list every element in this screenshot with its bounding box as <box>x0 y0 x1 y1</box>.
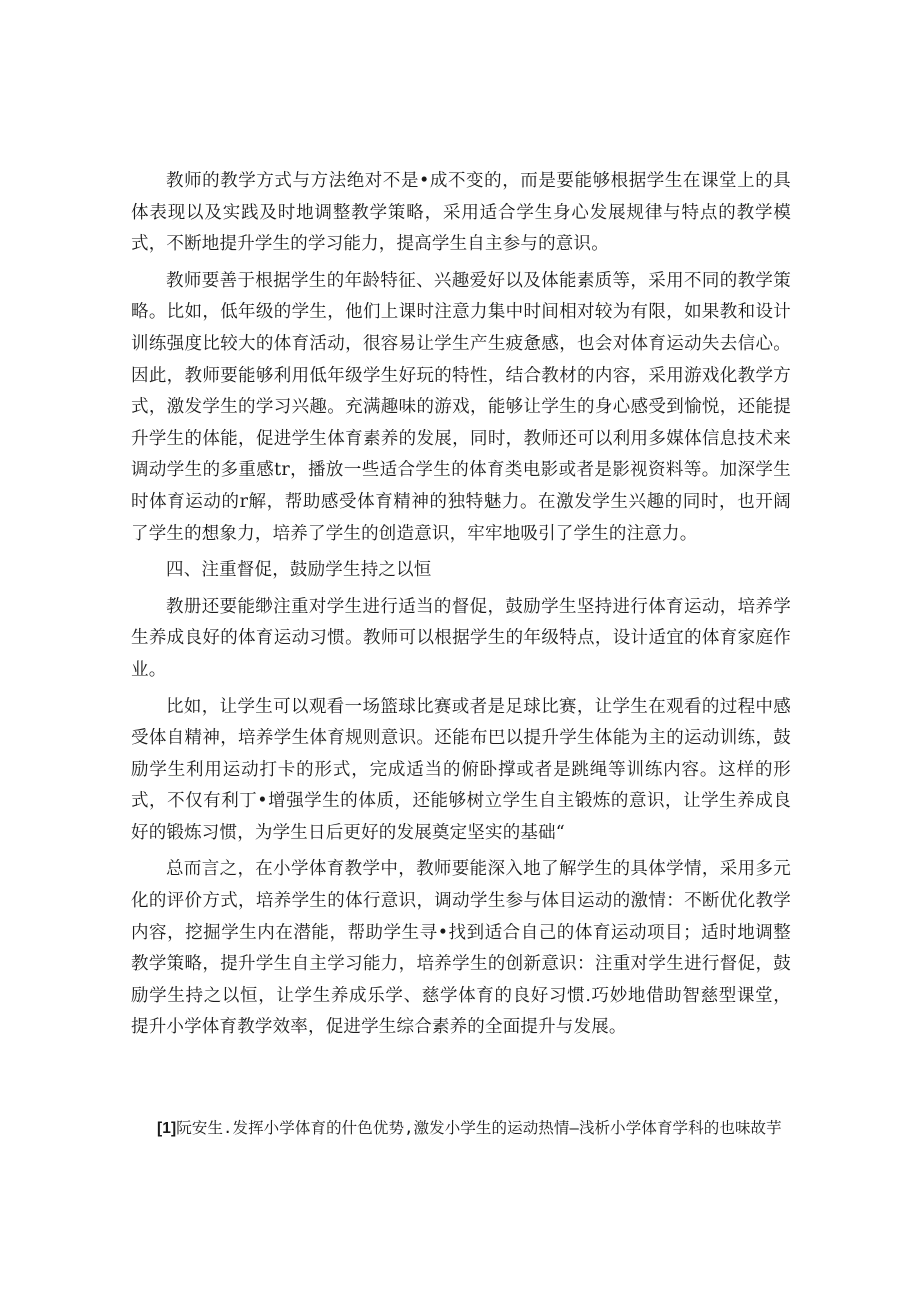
paragraph-teaching-methods: 教师的教学方式与方法绝对不是•成不变的，而是要能够根据学生在课堂上的具体表现以及实践及时地调整教学策略，采用适合学生身心发展规律与特点的教学模式，不断地提升学生的学习能力，提高学生自主参与的意识。 <box>131 171 791 255</box>
paragraph-supervision: 教册还要能缈注重对学生进行适当的督促，鼓励学生坚持进行体育运动，培养学生养成良好的体育运动习惯。教师可以根据学生的年级特点，设计适宜的体育家庭作业。 <box>131 596 791 680</box>
reference-number: [1] <box>157 1120 177 1137</box>
paragraph-age-strategies: 教师要善于根据学生的年龄特征、兴趣爱好以及体能素质等，采用不同的教学策略。比如，低年级的学生，他们上课时注意力集中时间相对较为有限，如果教和设计训练强度比较大的体育活动，很容易让学生产生疲惫感，也会对体育运动失去信心。因此，教师要能够利用低年级学生好玩的特性，结合教材的内容，采用游戏化教学方式，激发学生的学习兴趣。充满趣味的游戏，能够让学生的身心感受到愉悦，还能提升学生的体能，促进学生体育素养的发展，同时，教师还可以利用多媒体信息技术来调动学生的多重感tr，播放一些适合学生的体育类电影或者是影视资料等。加深学生时体育运动的r解，帮助感受体育精神的独特魅力。在激发学生兴趣的同时，也开阔了学生的想象力，培养了学生的创造意识，牢牢地吸引了学生的注意力。 <box>131 270 791 544</box>
document-body <box>131 166 791 1049</box>
reference-entry <box>157 1116 807 1141</box>
section-heading: 四、注重督促，鼓励学生持之以恒 <box>166 560 432 581</box>
paragraph-conclusion: 总而言之，在小学体育教学中，教师要能深入地了解学生的具体学情，采用多元化的评价方式，培养学生的体行意识，调动学生参与体目运动的激情：不断优化教学内容，挖掘学生内在潜能，帮助学生寻•找到适合自己的体育运动项目；适时地调整教学策略，提升学生自主学习能力，培养学生的创新意识：注重对学生进行督促，鼓励学生持之以恒，让学生养成乐学、慈学体育的良好习惯.巧妙地借助智慈型课堂，提升小学体育教学效率，促进学生综合素养的全面提升与发展。 <box>131 859 791 1038</box>
paragraph-example: 比如，让学生可以观看一场篮球比赛或者是足球比赛，让学生在观看的过程中感受体自精神，培养学生体育规则意识。还能布巴以提升学生体能为主的运动训练，鼓励学生利用运动打卡的形式，完成适当的俯卧撑或者是跳绳等训练内容。这样的形式，不仅有利丁•增强学生的体质，还能够树立学生自主锻炼的意识，让学生养成良好的锻炼习惯，为学生日后更好的发展奠定坚实的基础“ <box>131 696 791 843</box>
reference-text: 阮安生.发挥小学体育的什色优势,激发小学生的运动热情—浅析小学体育学科的也味故芋 <box>176 1119 782 1137</box>
